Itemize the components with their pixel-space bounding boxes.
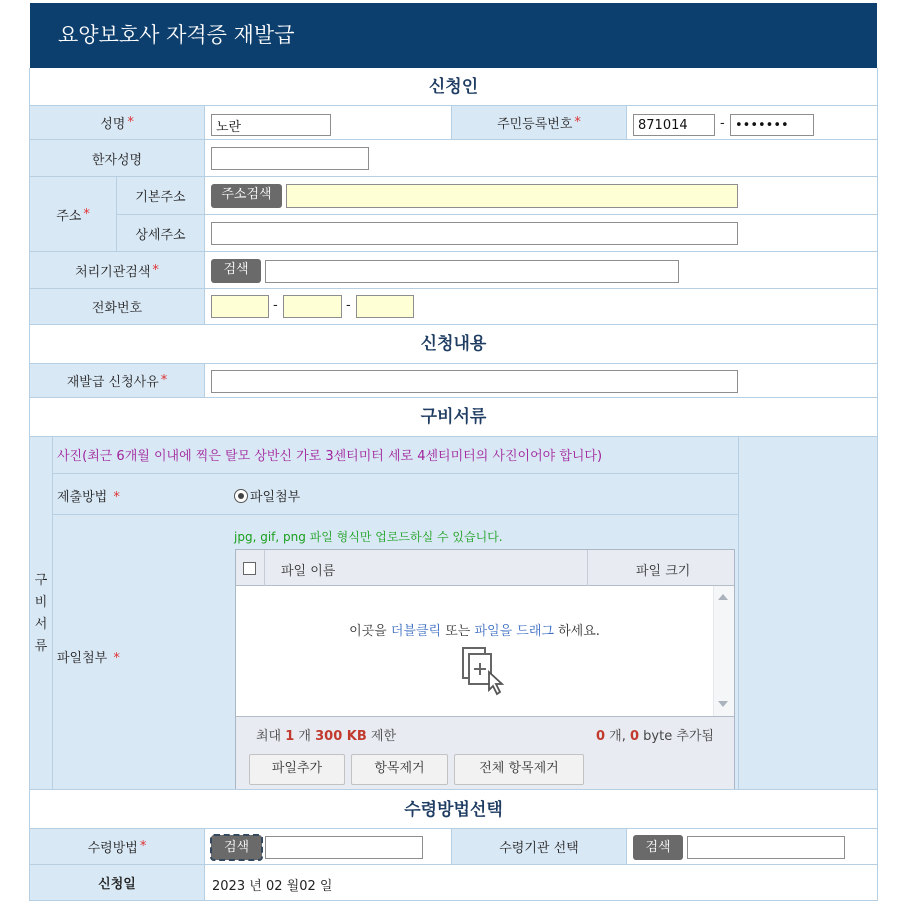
required-mark: * (127, 115, 134, 130)
detail-address-input[interactable] (211, 222, 738, 245)
phone-dash: - (346, 298, 351, 313)
docs-side-char: 비 (34, 594, 48, 610)
phone-part2-input[interactable] (283, 295, 342, 318)
receive-agency-label-text: 수령기관 선택 (499, 841, 579, 856)
add-file-button-label: 파일추가 (271, 761, 323, 776)
address-search-button-label: 주소검색 (221, 187, 272, 202)
photo-notice-text: 사진(최근 6개월 이내에 찍은 탈모 상반신 가로 3센티미터 세로 4센티미터의 사진이어야 합니다) (57, 449, 603, 464)
drop-text: 이곳을 (349, 624, 391, 639)
receive-agency-search-button[interactable] (633, 835, 683, 860)
date-day-unit: 일 (319, 879, 333, 894)
rrn-label (451, 106, 627, 140)
application-date (212, 875, 332, 894)
detail-address-label-text: 상세주소 (135, 227, 186, 243)
upload-status-text: byte 추가됨 (639, 729, 714, 744)
phone-label-text: 전화번호 (91, 301, 143, 316)
receive-method-label (30, 829, 205, 865)
upload-status-text: 개, (605, 729, 630, 744)
page-title: 요양보호사 자격증 재발급 (58, 23, 295, 47)
phone-part1-input[interactable] (211, 295, 269, 318)
radio-selected-icon[interactable] (234, 489, 248, 503)
section-applicant-title: 신청인 (428, 77, 479, 97)
name-label (30, 106, 205, 140)
upload-limit (256, 725, 396, 744)
section-docs-title: 구비서류 (420, 407, 487, 427)
add-file-button[interactable] (249, 754, 345, 785)
rrn-back-input[interactable] (730, 114, 814, 136)
submit-option-file[interactable] (234, 486, 300, 505)
phone-part3-input[interactable] (356, 295, 414, 318)
agency-label (30, 252, 205, 289)
required-mark: * (83, 206, 90, 222)
required-mark: * (152, 262, 159, 278)
basic-address-label-text: 기본주소 (135, 190, 186, 205)
remove-item-button-label: 항목제거 (374, 761, 425, 776)
basic-address-input[interactable] (286, 184, 738, 208)
phone-dash: - (273, 298, 278, 313)
section-content-title: 신청내용 (420, 334, 487, 354)
date-month: 02 (265, 879, 283, 894)
format-notice: jpg, gif, png 파일 형식만 업로드하실 수 있습니다. (234, 530, 503, 544)
docs-side-char: 류 (34, 638, 48, 654)
rrn-label-text: 주민등록번호 (497, 117, 573, 132)
date-year-unit: 년 (249, 879, 262, 894)
agency-search-button-label: 검색 (223, 262, 249, 277)
upload-limit-text: 최대 (256, 729, 286, 744)
drop-text-drag: 파일을 드래그 (474, 624, 554, 639)
scroll-down-icon[interactable] (718, 701, 728, 707)
detail-address-label (117, 215, 205, 252)
page-header (30, 3, 877, 68)
upload-limit-text: 제한 (366, 729, 397, 744)
scroll-up-icon[interactable] (718, 594, 728, 600)
drop-text: 또는 (441, 624, 475, 639)
header-divider (264, 550, 265, 586)
reason-input[interactable] (211, 370, 738, 393)
drop-text: 하세요. (553, 624, 600, 639)
col-file-size: 파일 크기 (636, 564, 691, 579)
agency-input[interactable] (265, 260, 679, 283)
required-mark: * (574, 115, 581, 130)
upload-added-count: 0 (595, 729, 605, 744)
header-divider (587, 550, 588, 586)
date-year: 2023 (212, 879, 246, 894)
address-search-button[interactable] (211, 184, 282, 208)
rrn-front-input[interactable] (633, 114, 715, 136)
hanja-label-text: 한자성명 (91, 152, 143, 168)
agency-search-button[interactable] (211, 259, 261, 283)
required-mark: * (109, 490, 120, 505)
receive-agency-input[interactable] (687, 836, 845, 859)
section-applicant (30, 68, 877, 106)
add-file-icon (459, 644, 511, 696)
agency-label-text: 처리기관검색 (75, 264, 151, 280)
submit-method-label-text: 제출방법 (57, 490, 108, 505)
row-submit-method (53, 474, 739, 515)
section-content (30, 325, 877, 364)
section-receive-title: 수령방법선택 (404, 800, 503, 820)
required-mark: * (139, 839, 147, 854)
reason-label (30, 364, 205, 398)
submit-method-label (57, 486, 120, 505)
photo-notice (53, 437, 739, 474)
file-attach-label-text: 파일첨부 (57, 651, 108, 666)
receive-method-label-text: 수령방법 (87, 841, 138, 856)
drop-instruction (236, 620, 713, 639)
docs-side-char: 구 (34, 572, 48, 588)
receive-agency-search-button-label: 검색 (645, 840, 671, 855)
name-label-text: 성명 (100, 117, 126, 132)
basic-address-label (117, 177, 205, 215)
upload-limit-count: 1 (285, 729, 295, 744)
date-label-text: 신청일 (98, 877, 136, 892)
date-label (30, 865, 205, 901)
drop-text-dblclick: 더블클릭 (390, 624, 442, 639)
file-attach-label (57, 647, 120, 666)
name-input[interactable] (211, 114, 331, 136)
col-file-name: 파일 이름 (281, 564, 336, 579)
section-docs (30, 398, 877, 437)
address-label-text: 주소 (56, 208, 82, 224)
hanja-label (30, 140, 205, 177)
required-mark: * (160, 373, 168, 388)
receive-method-search-button[interactable] (211, 835, 262, 860)
rrn-dash: - (720, 116, 725, 131)
upload-added-bytes: 0 (629, 729, 640, 744)
upload-limit-text: 개 (294, 729, 316, 744)
reason-label-text: 재발급 신청사유 (66, 375, 159, 390)
section-receive (30, 791, 877, 829)
select-all-checkbox[interactable] (243, 562, 256, 575)
receive-agency-label (451, 829, 627, 865)
date-day: 02 (299, 879, 316, 894)
remove-all-button-label: 전체 항목제거 (479, 761, 559, 776)
receive-method-input[interactable] (265, 836, 423, 859)
receive-method-search-button-label: 검색 (223, 840, 250, 855)
address-label (30, 177, 117, 252)
remove-all-button[interactable] (454, 754, 584, 785)
docs-side-char: 서 (34, 616, 48, 632)
remove-item-button[interactable] (351, 754, 448, 785)
submit-option-label: 파일첨부 (250, 490, 301, 505)
docs-side-label (30, 437, 53, 790)
phone-label (30, 289, 205, 325)
date-month-unit: 월 (286, 879, 300, 894)
upload-limit-size: 300 KB (315, 729, 367, 744)
required-mark: * (109, 651, 120, 666)
upload-scrollbar[interactable] (713, 586, 734, 716)
upload-status (560, 725, 714, 744)
hanja-input[interactable] (211, 147, 369, 170)
